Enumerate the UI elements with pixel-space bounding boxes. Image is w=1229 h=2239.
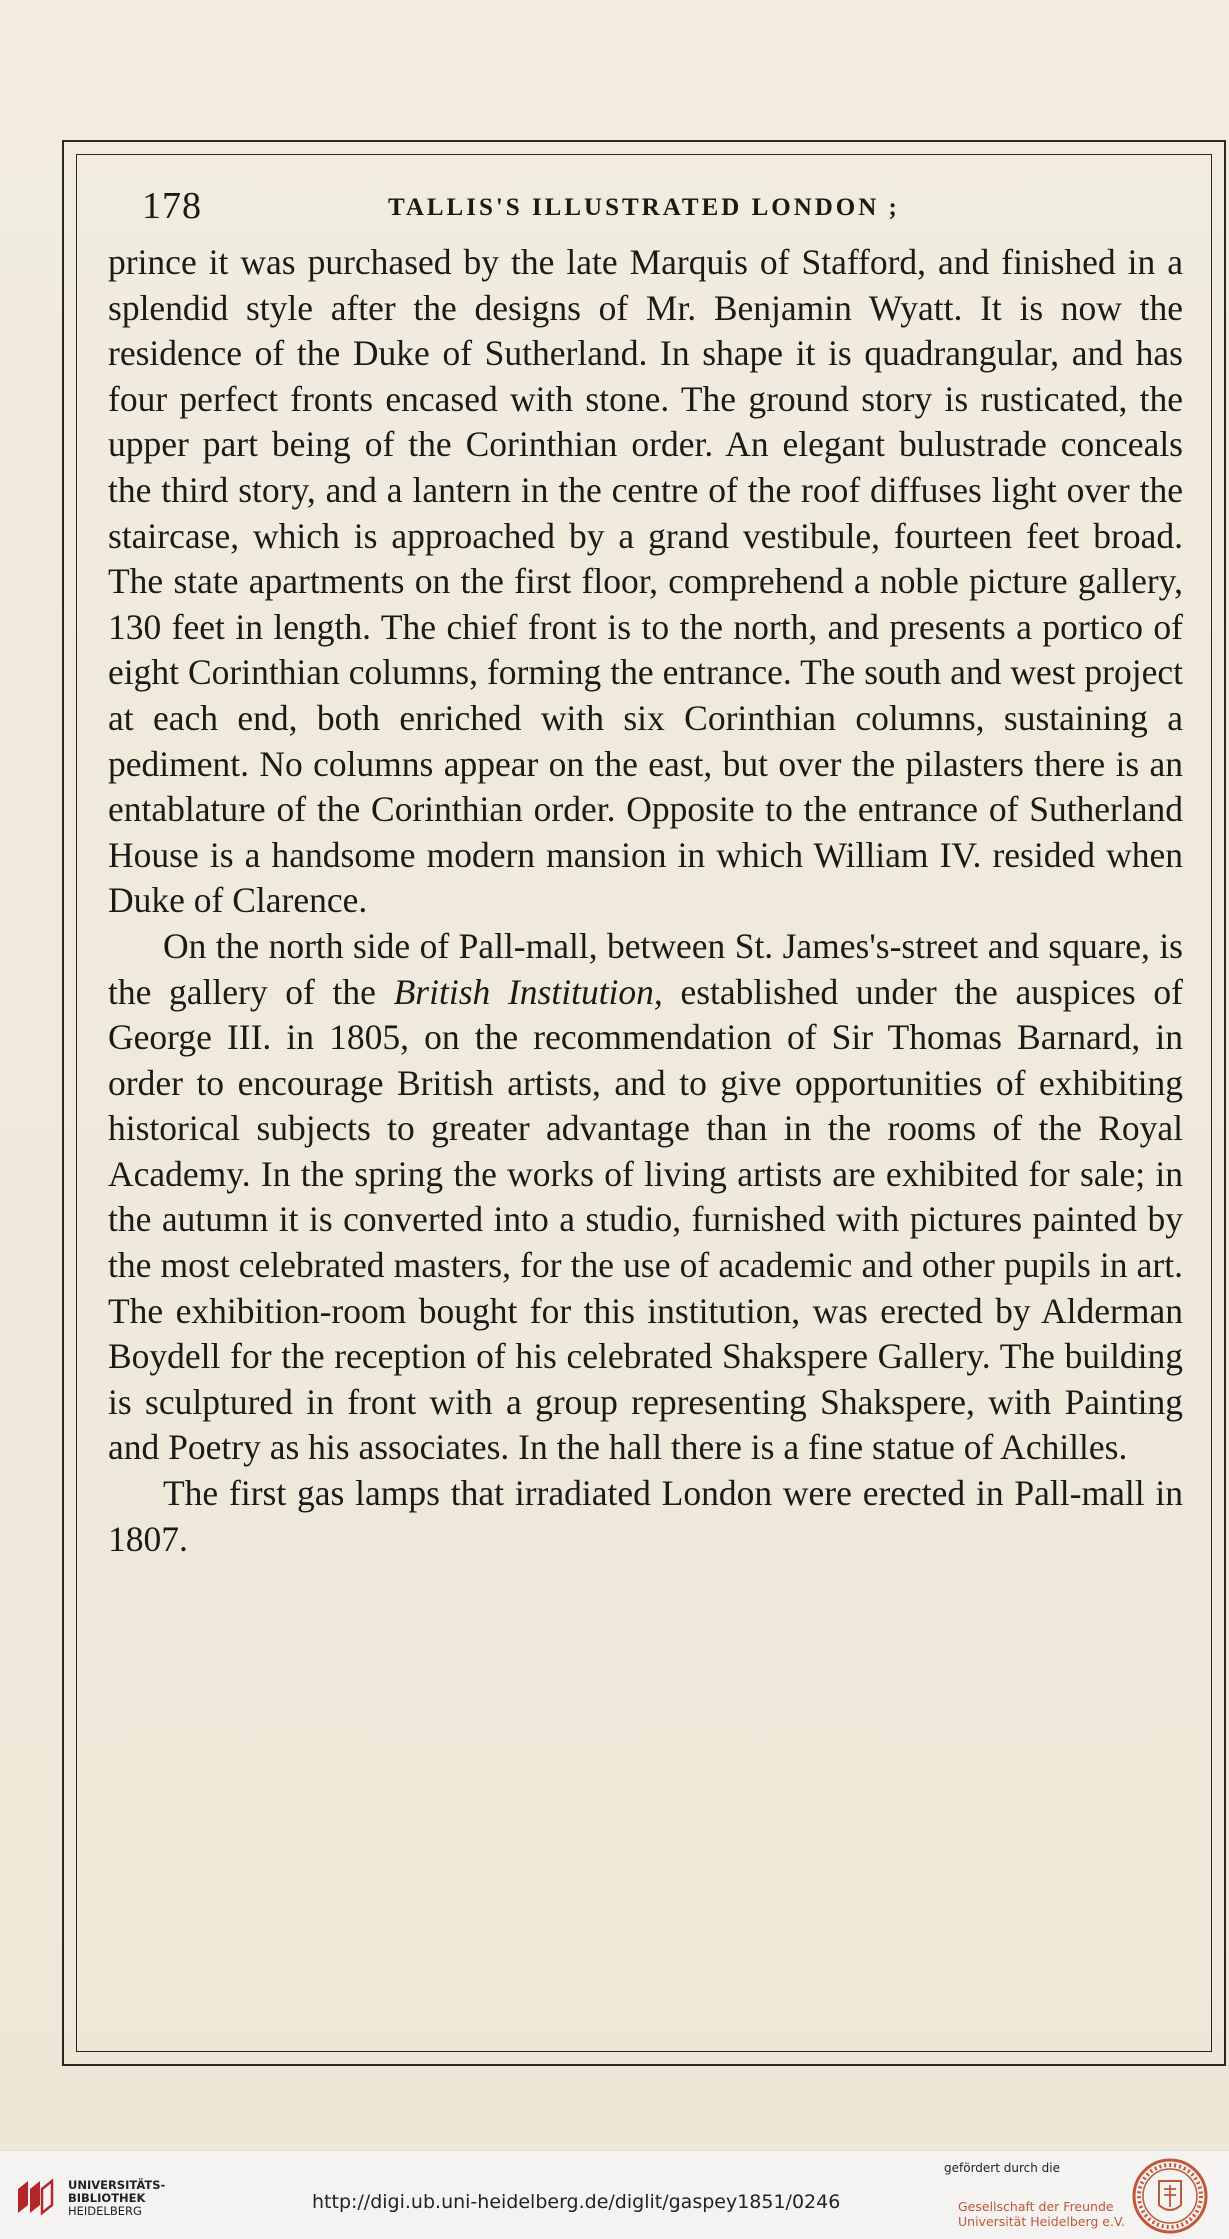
library-name-line: HEIDELBERG [68, 2204, 142, 2218]
library-name-line: UNIVERSITÄTS- [68, 2178, 166, 2192]
library-logo-icon [12, 2175, 56, 2219]
paragraph-sutherland-house: prince it was purchased by the late Marquis of Stafford, and finished in a splendid style after the designs of Mr. Benjamin Wyatt. It is now the residence of the Duke of Sutherland. In shape it is quadrangular, and has four perfect fronts encased with stone. The ground story is rusticated, the upper part being of the Corinthian order. An elegant bulustrade conceals the third story, and a lantern in the centre of the roof diffuses light over the staircase, which is approached by a grand vestibule, fourteen feet broad. The state apartments on the first floor, comprehend a noble picture gallery, 130 feet in length. The chief front is to the north, and presents a portico of eight Corinthian columns, forming the entrance. The south and west project at each end, both enriched with six Corinthian columns, sustaining a pediment. No columns appear on the east, but over the pilasters there is an entablature of the Corinthian order. Opposite to the entrance of Sutherland House is a handsome modern mansion in which William IV. resided when Duke of Clarence. [108, 242, 1183, 921]
body-text [108, 240, 1183, 1562]
paragraph-text: On the north side of Pall-mall, between St. James's-street and square, is the gallery of the [108, 925, 1183, 1012]
paragraph-british-institution [108, 924, 1183, 1471]
funded-by-text: gefördert durch die [944, 2161, 1060, 2175]
society-name-line: Gesellschaft der Freunde [958, 2199, 1114, 2214]
library-name [68, 2179, 165, 2218]
page-number: 178 [142, 185, 202, 227]
paragraph-text: established under the auspices of George III. in 1805, on the recommendation of Sir Thomas Barnard, in order to encourage British artists, and to give opportunities of exhibiting historical subjects to greater advantage than in the rooms of the Royal Academy. In the spring the works of living artists are exhibited for sale; in the autumn it is converted into a studio, furnished with pictures painted by the most celebrated masters, for the use of academic and other pupils in art. The exhibition-room bought for this institution, was erected by Alderman Boydell for the reception of his celebrated Shakspere Gallery. The building is sculptured in front with a group representing Shakspere, with Painting and Poetry as his associates. In the hall there is a fine statue of Achilles. [108, 971, 1183, 1468]
digitization-footer [0, 2150, 1229, 2239]
society-name [958, 2199, 1125, 2229]
page-header [128, 180, 1188, 240]
source-url-link[interactable]: http://digi.ub.uni-heidelberg.de/diglit/gaspey1851/0246 [312, 2191, 841, 2213]
library-name-line: BIBLIOTHEK [68, 2191, 146, 2205]
society-name-line: Universität Heidelberg e.V. [958, 2214, 1125, 2229]
italic-institution-name: British Institution, [393, 971, 663, 1012]
paragraph-gas-lamps: The first gas lamps that irradiated London were erected in Pall-mall in 1807. [108, 1473, 1183, 1559]
running-title: TALLIS'S ILLUSTRATED LONDON ; [388, 194, 900, 221]
university-seal-icon [1131, 2157, 1209, 2235]
